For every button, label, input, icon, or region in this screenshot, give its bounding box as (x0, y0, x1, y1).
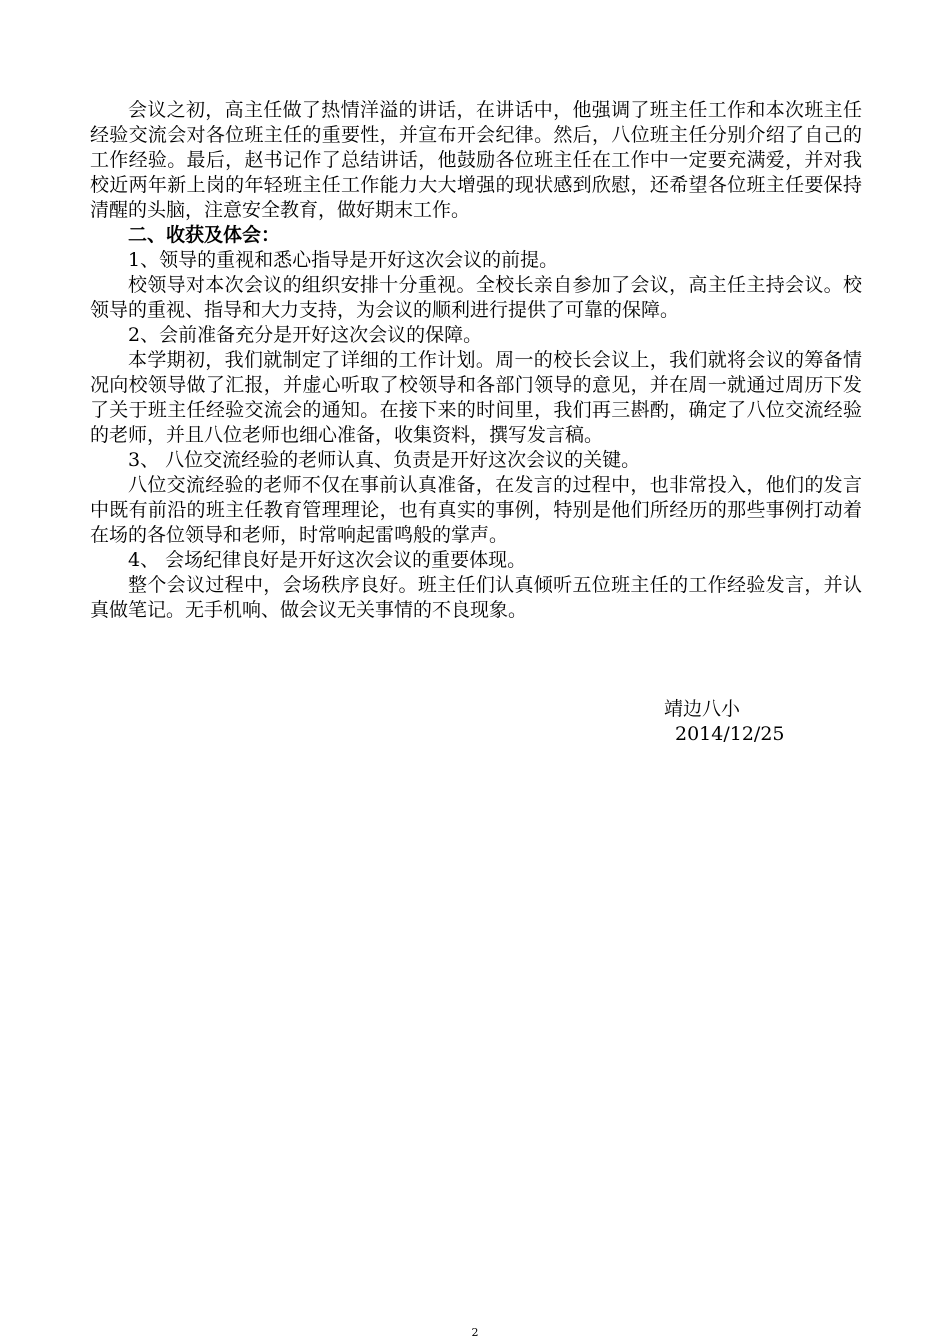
point-1-body: 校领导对本次会议的组织安排十分重视。全校长亲自参加了会议，高主任主持会议。校领导的重视、指导和大力支持，为会议的顺利进行提供了可靠的保障。 (90, 274, 862, 321)
signature-organization: 靖边八小 (664, 698, 741, 720)
point-4-title: 4、 会场纪律良好是开好这次会议的重要体现。 (128, 549, 527, 571)
point-3-body: 八位交流经验的老师不仅在事前认真准备，在发言的过程中，也非常投入，他们的发言中既有前沿的班主任教育管理理论，也有真实的事例，特别是他们所经历的那些事例打动着在场的各位领导和老师，时常响起雷鸣般的掌声。 (90, 474, 862, 546)
point-1-title: 1、领导的重视和悉心指导是开好这次会议的前提。 (128, 249, 559, 271)
section-heading-gains: 二、收获及体会： (128, 224, 281, 246)
point-3-title: 3、 八位交流经验的老师认真、负责是开好这次会议的关键。 (128, 449, 641, 471)
point-2-title: 2、会前准备充分是开好这次会议的保障。 (128, 324, 483, 346)
point-2-body: 本学期初，我们就制定了详细的工作计划。周一的校长会议上，我们就将会议的筹备情况向校领导做了汇报，并虚心听取了校领导和各部门领导的意见，并在周一就通过周历下发了关于班主任经验交流会的通知。在接下来的时间里，我们再三斟酌，确定了八位交流经验的老师，并且八位老师也细心准备，收集资料，撰写发言稿。 (90, 349, 862, 446)
page-number: 2 (471, 1326, 479, 1339)
document-body (90, 98, 862, 623)
signature-date: 2014/12/25 (675, 723, 785, 745)
paragraph-meeting-summary: 会议之初，高主任做了热情洋溢的讲话，在讲话中，他强调了班主任工作和本次班主任经验交流会对各位班主任的重要性，并宣布开会纪律。然后，八位班主任分别介绍了自己的工作经验。最后，赵书记作了总结讲话，他鼓励各位班主任在工作中一定要充满爱，并对我校近两年新上岗的年轻班主任工作能力大大增强的现状感到欣慰，还希望各位班主任要保持清醒的头脑，注意安全教育，做好期末工作。 (90, 99, 862, 221)
signature-block (664, 697, 785, 747)
point-4-body: 整个会议过程中，会场秩序良好。班主任们认真倾听五位班主任的工作经验发言，并认真做笔记。无手机响、做会议无关事情的不良现象。 (90, 574, 862, 621)
